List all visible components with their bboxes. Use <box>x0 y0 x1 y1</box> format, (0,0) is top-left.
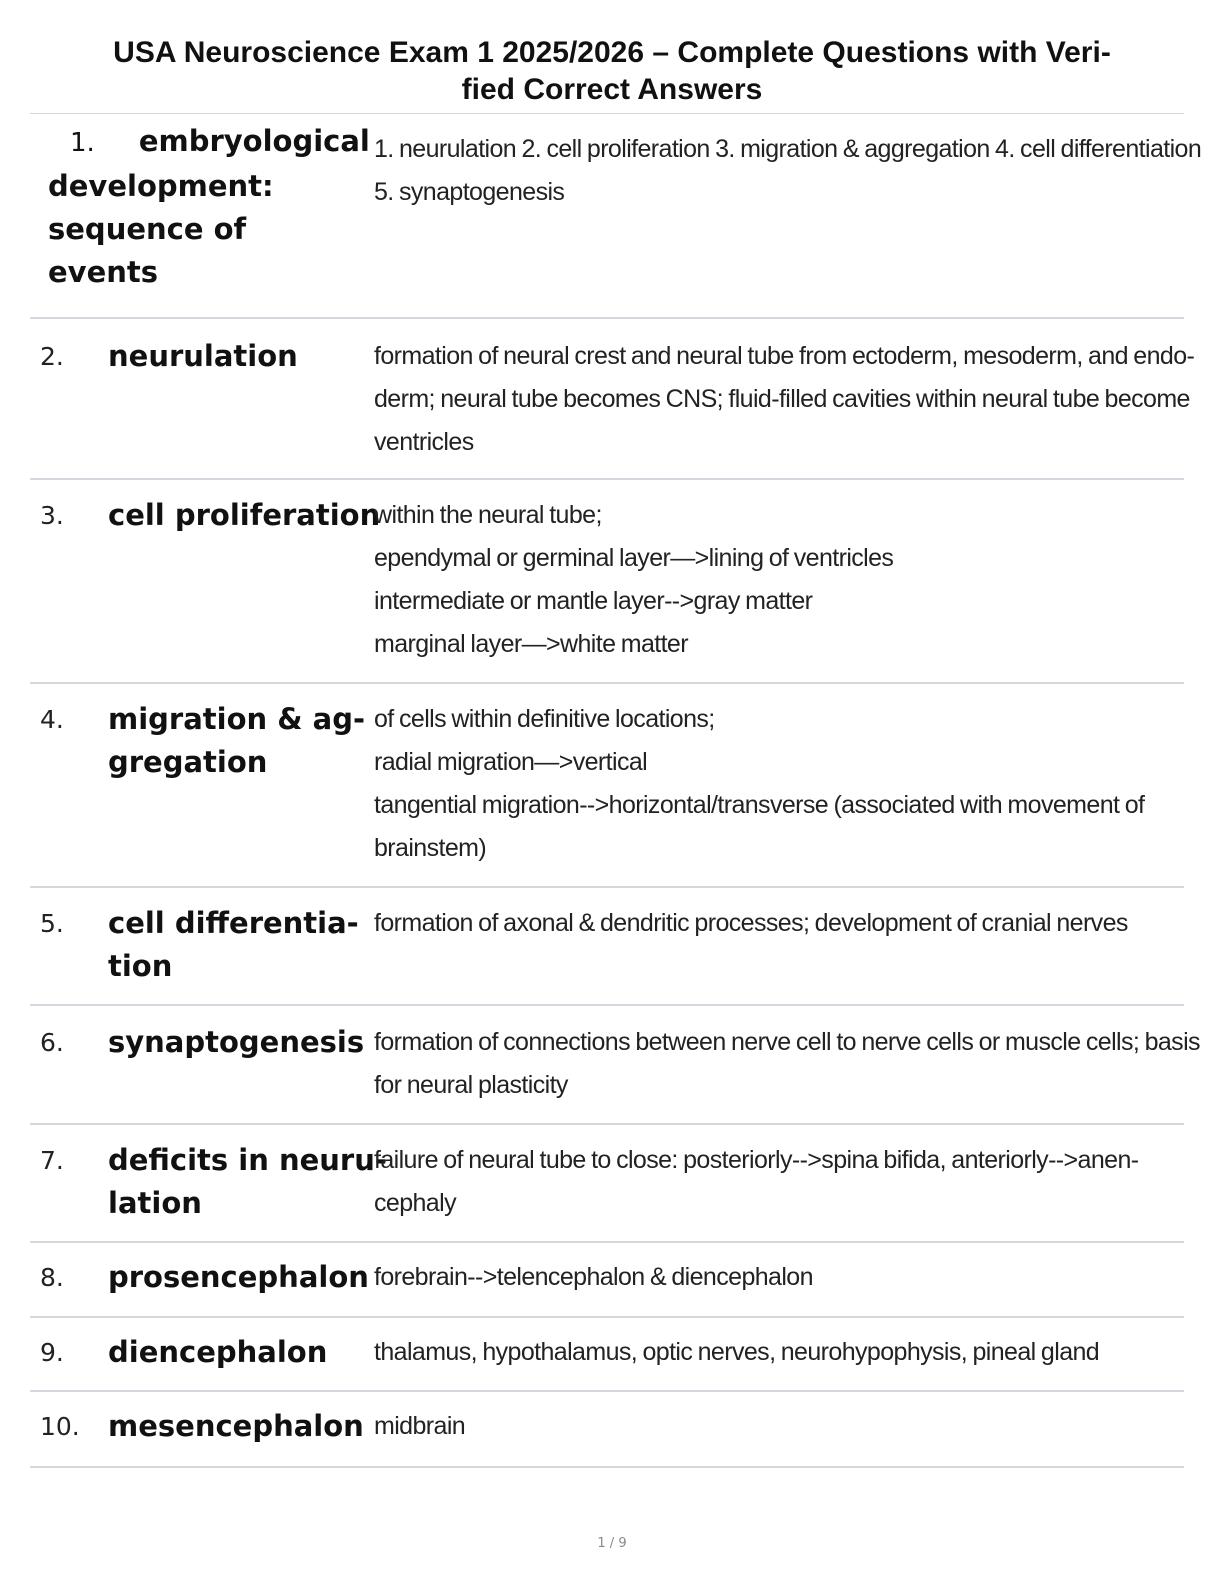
definition-4: of cells within definitive locations; radial migration—>vertical tangential migration-->horizontal/transverse (associated with movement of brainstem) <box>374 705 1145 862</box>
flashcard-row-10 <box>30 1392 1184 1468</box>
term-9: diencephalon <box>108 1335 328 1369</box>
number-6: 6. <box>40 1028 64 1057</box>
term-2: neurulation <box>108 339 298 373</box>
flashcard-row-8 <box>30 1243 1184 1318</box>
flashcard-row-7 <box>30 1125 1184 1243</box>
number-7: 7. <box>40 1146 64 1175</box>
flashcard-row-6 <box>30 1006 1200 1125</box>
term-1: 1. embryological development: sequence of events <box>48 124 370 289</box>
definition-9: thalamus, hypothalamus, optic nerves, neurohypophysis, pineal gland <box>374 1338 1100 1366</box>
term-3: cell proliferation <box>108 498 381 532</box>
page-indicator: 1 / 9 <box>597 1536 627 1551</box>
flashcard-list <box>30 113 1202 1468</box>
definition-10: midbrain <box>374 1412 466 1440</box>
number-5: 5. <box>40 909 64 938</box>
term-4: migration & ag- gregation <box>108 702 366 779</box>
flashcard-row-9 <box>30 1318 1184 1392</box>
title-line-1: USA Neuroscience Exam 1 2025/2026 – Complete Questions with Veri- <box>113 36 1111 69</box>
number-10: 10. <box>40 1412 80 1441</box>
number-4: 4. <box>40 705 64 734</box>
definition-2: formation of neural crest and neural tube from ectoderm, mesoderm, and endo- derm; neural tube becomes CNS; fluid-filled cavities within neural tube become ventricles <box>374 342 1195 456</box>
term-6: synaptogenesis <box>108 1025 365 1059</box>
flashcard-row-2 <box>30 319 1195 480</box>
document-title <box>40 34 1184 108</box>
definition-6: formation of connections between nerve cell to nerve cells or muscle cells; basis for neural plasticity <box>374 1028 1200 1099</box>
flashcard-row-5 <box>30 888 1184 1006</box>
definition-5: formation of axonal & dendritic processes; development of cranial nerves <box>374 909 1128 937</box>
definition-3: within the neural tube; ependymal or germinal layer—>lining of ventricles intermediate or mantle layer-->gray matter marginal layer—>white matter <box>374 501 894 658</box>
number-9: 9. <box>40 1338 64 1367</box>
definition-8: forebrain-->telencephalon & diencephalon <box>374 1263 813 1291</box>
number-1: 1. <box>70 128 95 158</box>
definition-7: failure of neural tube to close: posteriorly-->spina bifida, anteriorly-->anen- cephaly <box>374 1146 1139 1217</box>
number-3: 3. <box>40 501 64 530</box>
flashcard-row-1 <box>30 113 1202 319</box>
title-line-2: fied Correct Answers <box>461 73 763 106</box>
term-7: deficits in neuru- lation <box>108 1143 387 1220</box>
number-2: 2. <box>40 342 64 371</box>
term-10: mesencephalon <box>108 1409 364 1443</box>
definition-1: 1. neurulation 2. cell proliferation 3. migration & aggregation 4. cell differentiation 5. synaptogenesis <box>374 135 1202 206</box>
term-8: prosencephalon <box>108 1260 369 1294</box>
number-8: 8. <box>40 1263 64 1292</box>
term-5: cell differentia- tion <box>108 906 359 983</box>
flashcard-row-4 <box>30 684 1184 888</box>
flashcard-row-3 <box>30 480 1184 684</box>
